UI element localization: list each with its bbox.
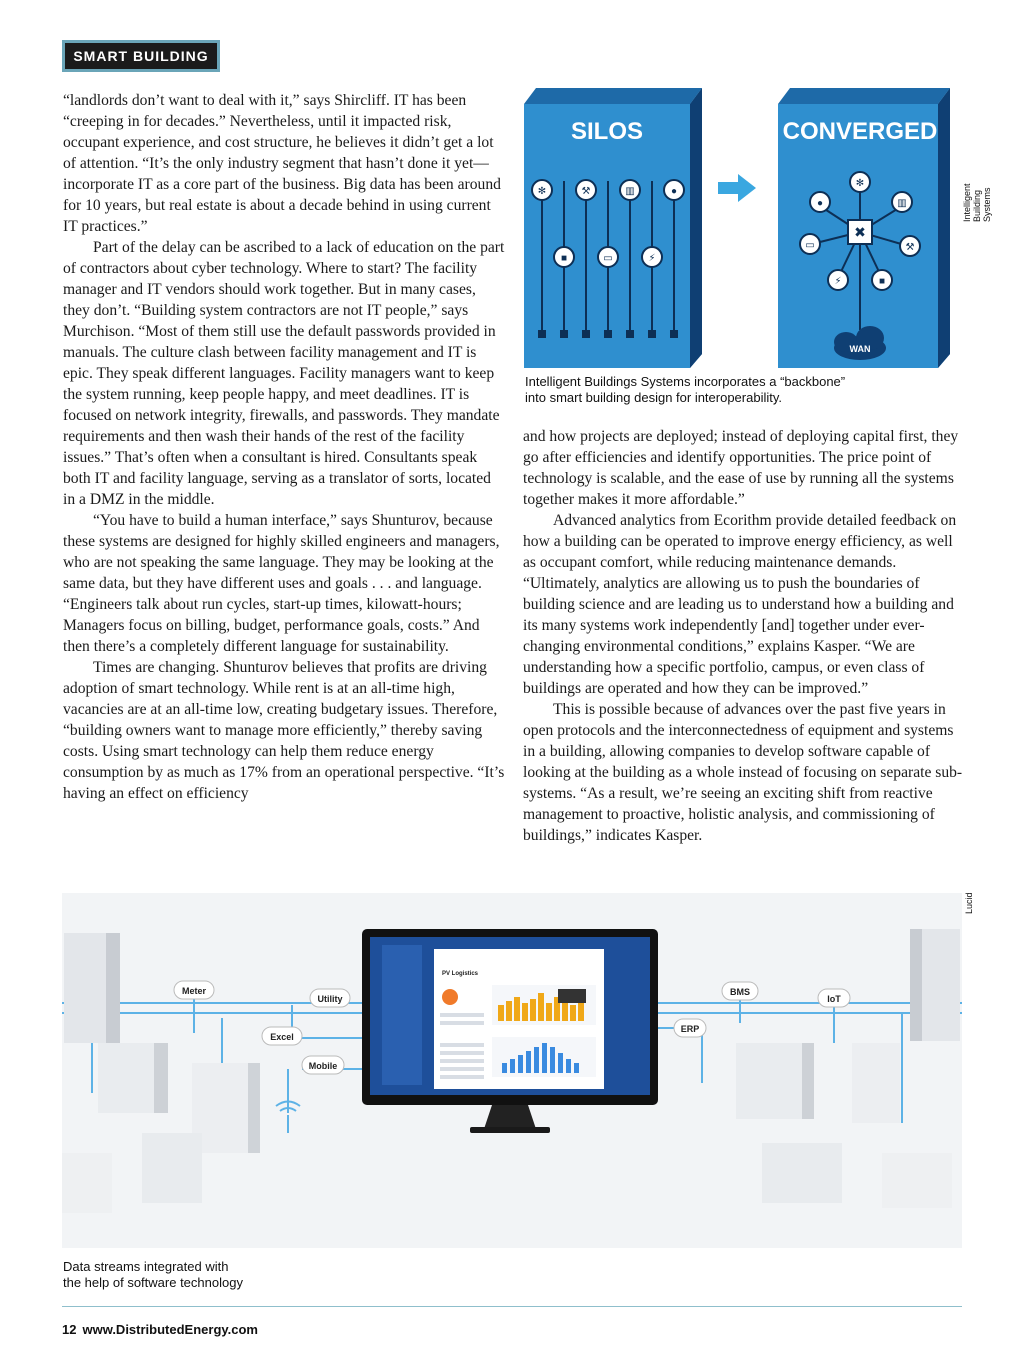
building-right-2 xyxy=(736,1043,814,1119)
paragraph: Advanced analytics from Ecorithm provide detailed feedback on how a building can be operated to improve energy efficiency, as well as occupant comfort, while reducing maintenance demands. “Ultimately, analytics are allowing us to push the boundaries of building science and are leading us to understand how a building and its many systems work independently [and] together under ever-changing environmental conditions,” explains Kasper. “We are understanding how a specific portfolio, campus, or even class of buildings are operated and how they can be improved.” xyxy=(523,512,957,697)
silos-box xyxy=(524,88,702,368)
figure2-caption: Data streams integrated with the help of software technology xyxy=(63,1259,243,1290)
wan-label: WAN xyxy=(849,344,871,354)
svg-text:■: ■ xyxy=(560,253,568,264)
building-right-1 xyxy=(910,929,960,1041)
figure1-credit: Intelligent Building Systems xyxy=(962,183,992,222)
screen-bar-chart xyxy=(492,985,596,1025)
svg-text:⚒: ⚒ xyxy=(581,186,591,197)
erp-node xyxy=(674,1019,706,1037)
svg-text:▥: ▥ xyxy=(897,198,907,209)
svg-text:IoT: IoT xyxy=(827,994,841,1004)
svg-text:●: ● xyxy=(670,186,678,197)
converged-title: CONVERGED xyxy=(782,118,938,145)
svg-text:ERP: ERP xyxy=(680,1024,700,1034)
mobile-node xyxy=(302,1056,344,1074)
article-right-column xyxy=(523,426,963,846)
paragraph: “landlords don’t want to deal with it,” says Shircliff. IT has been “creeping in for decades.” Nevertheless, until it impacted risk, occupant experience, and cost structure, he believes it didn’t get a lot of attention. “It’s the only industry segment that hasn’t done it yet—incorporate IT as a core part of the business. Big data has been around for 10 years, but real estate is about a decade behind in using current IT practices.” xyxy=(63,92,501,235)
bms-node xyxy=(722,982,758,1000)
svg-text:⚡: ⚡ xyxy=(834,276,842,287)
svg-text:▥: ▥ xyxy=(625,186,635,197)
svg-text:▭: ▭ xyxy=(805,240,815,251)
svg-text:Utility: Utility xyxy=(317,994,343,1004)
svg-text:✻: ✻ xyxy=(855,178,865,189)
svg-text:⚒: ⚒ xyxy=(905,242,915,253)
svg-text:Excel: Excel xyxy=(270,1032,294,1042)
data-streams-figure xyxy=(62,893,962,1248)
utility-node xyxy=(310,989,350,1007)
screen-blue-chart xyxy=(492,1037,596,1077)
excel-node xyxy=(262,1027,302,1045)
building-left-2 xyxy=(98,1043,168,1113)
building-left-4 xyxy=(62,1133,202,1213)
page-number: 12 xyxy=(62,1322,77,1337)
figure2-credit: Lucid xyxy=(964,892,974,914)
svg-text:BMS: BMS xyxy=(730,987,750,997)
monitor xyxy=(362,929,658,1133)
svg-text:▭: ▭ xyxy=(603,253,613,264)
article-left-column xyxy=(63,90,505,804)
svg-text:Mobile: Mobile xyxy=(308,1061,338,1071)
section-tag: SMART BUILDING xyxy=(62,40,220,72)
footer-rule xyxy=(62,1306,962,1307)
svg-text:⚡: ⚡ xyxy=(648,253,656,264)
site-url[interactable]: www.DistributedEnergy.com xyxy=(82,1322,258,1337)
svg-text:✖: ✖ xyxy=(854,224,866,240)
figure1-caption: Intelligent Buildings Systems incorporates a “backbone” into smart building design for interoperability. xyxy=(525,374,846,405)
paragraph: Times are changing. Shunturov believes that profits are driving adoption of smart technology. While rent is at an all-time high, vacancies are at an all-time low, creating budgetary issues. Therefore, “building owners want to manage more efficiently,” thereby saving costs. Using smart technology can help them reduce energy consumption by as much as 17% from an operational perspective. “It’s having an effect on efficiency xyxy=(63,659,505,802)
svg-text:●: ● xyxy=(816,198,824,209)
silos-converged-figure xyxy=(520,86,960,371)
svg-text:✻: ✻ xyxy=(537,186,547,197)
silos-title: SILOS xyxy=(570,118,644,145)
page-footer xyxy=(62,1322,258,1337)
building-left-1 xyxy=(64,933,120,1043)
meter-node xyxy=(174,981,214,999)
building-left-3 xyxy=(192,1063,260,1153)
paragraph: “You have to build a human interface,” says Shunturov, because these systems are designed for highly skilled engineers and managers, who are not speaking the same language. They may be looking at the same data, but they have different uses and goals . . . and language. “Engineers talk about run cycles, start-up times, kilowatt-hours; Managers focus on billing, budget, performance goals, costs.” And then there’s a completely different language for sustainability. xyxy=(63,512,500,655)
paragraph: Part of the delay can be ascribed to a lack of education on the part of contractors about cyber technology. Where to start? The facility manager and IT vendors should work together. But in many cases, they don’t. “Building system contractors are not IT people,” says Murchison. “Most of them still use the default passwords provided in manuals. The culture clash between facility management and IT is epic. They speak different languages. Facility managers want to keep the system running, keep people happy, and meet deadlines. IT is focused on network integrity, firewalls, and passwords. They mandate requirements and then wash their hands of the rest of the facility issues.” That’s often when a consultant is hired. Consultants speak both IT and facility language, serving as a translator of sorts, located in a DMZ in the middle. xyxy=(63,239,505,508)
paragraph: This is possible because of advances over the past five years in open protocols and the interconnectedness of equipment and systems in a building, allowing companies to develop software capable of looking at the building as a whole instead of focusing on separate sub-systems. “As a result, we’re seeing an exciting shift from reactive management to proactive, holistic analysis, and commissioning of buildings,” indicates Kasper. xyxy=(523,701,963,844)
converged-box xyxy=(778,88,950,368)
svg-text:Meter: Meter xyxy=(181,986,207,996)
screen-title: PV Logistics xyxy=(442,971,479,977)
iot-node xyxy=(818,989,850,1007)
arrow-icon xyxy=(718,174,756,202)
paragraph: and how projects are deployed; instead of deploying capital first, they go after efficiencies and identify opportunities. The price point of technology is scalable, and the ease of use by running all the systems together makes it more affordable.” xyxy=(523,428,959,508)
svg-text:■: ■ xyxy=(878,276,886,287)
